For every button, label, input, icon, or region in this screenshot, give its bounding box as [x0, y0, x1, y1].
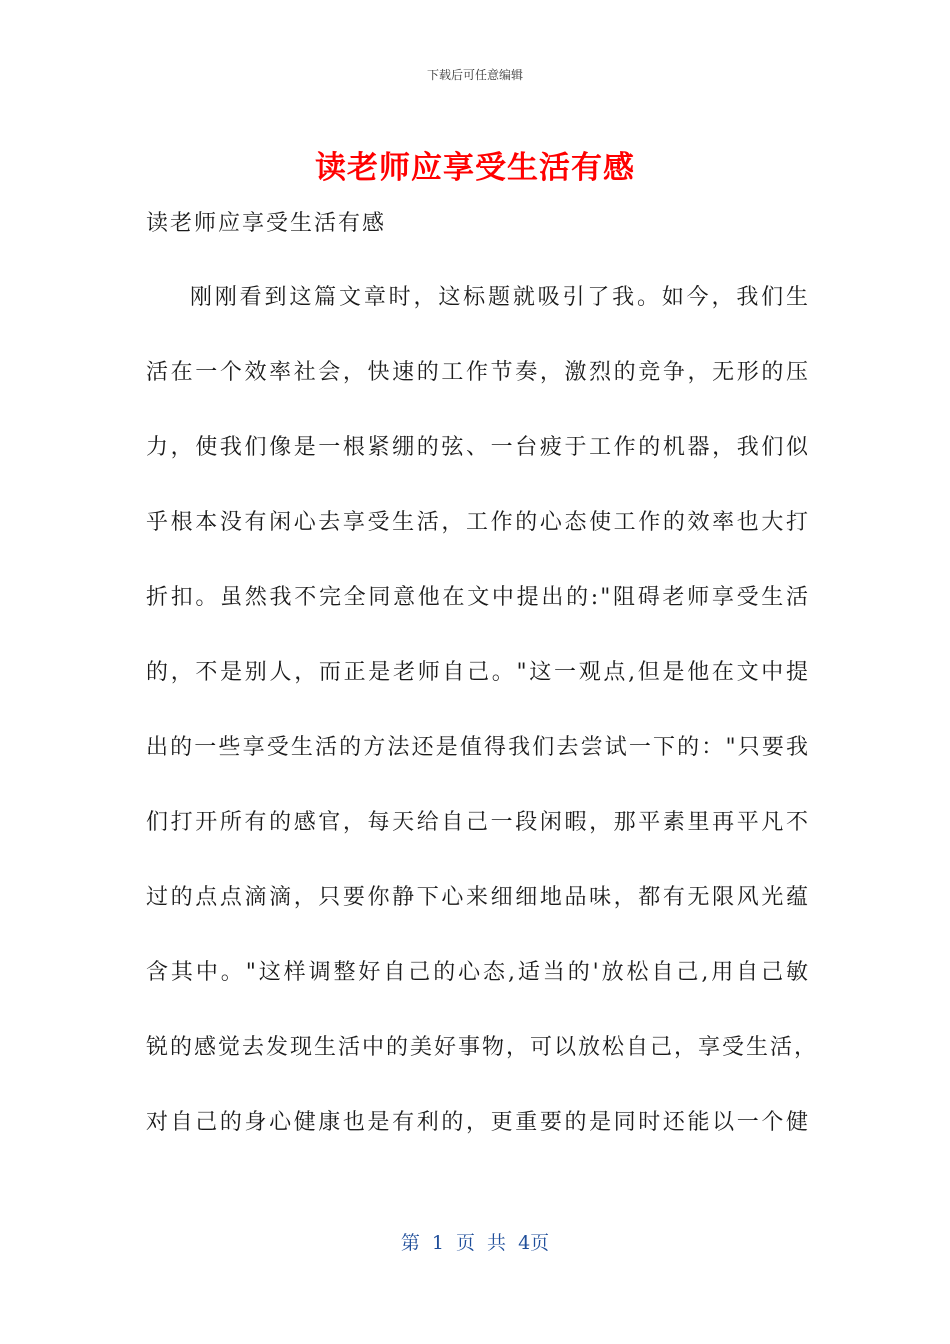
header-note: 下载后可任意编辑: [426, 68, 523, 82]
body-line: 力，使我们像是一根紧绷的弦、一台疲于工作的机器，我们似: [146, 435, 810, 460]
body-line: 出的一些享受生活的方法还是值得我们去尝试一下的："只要我: [146, 735, 810, 760]
page-number: 第 1 页 共 4页: [400, 1232, 550, 1254]
body-line: 刚刚看到这篇文章时，这标题就吸引了我。如今，我们生: [190, 285, 810, 310]
body-line: 锐的感觉去发现生活中的美好事物，可以放松自己，享受生活，: [146, 1035, 819, 1060]
document-subtitle: 读老师应享受生活有感: [146, 211, 387, 236]
body-line: 的，不是别人，而正是老师自己。"这一观点,但是他在文中提: [146, 660, 810, 685]
body-line: 对自己的身心健康也是有利的，更重要的是同时还能以一个健: [146, 1110, 810, 1135]
document-title: 读老师应享受生活有感: [315, 150, 635, 186]
body-line: 过的点点滴滴，只要你静下心来细细地品味，都有无限风光蕴: [146, 885, 810, 910]
body-line: 们打开所有的感官，每天给自己一段闲暇，那平素里再平凡不: [146, 810, 810, 835]
body-line: 折扣。虽然我不完全同意他在文中提出的:"阻碍老师享受生活: [146, 585, 810, 610]
body-line: 含其中。"这样调整好自己的心态,适当的'放松自己,用自己敏: [146, 960, 810, 985]
body-line: 活在一个效率社会，快速的工作节奏，激烈的竞争，无形的压: [146, 360, 810, 385]
body-line: 乎根本没有闲心去享受生活，工作的心态使工作的效率也大打: [146, 510, 810, 535]
